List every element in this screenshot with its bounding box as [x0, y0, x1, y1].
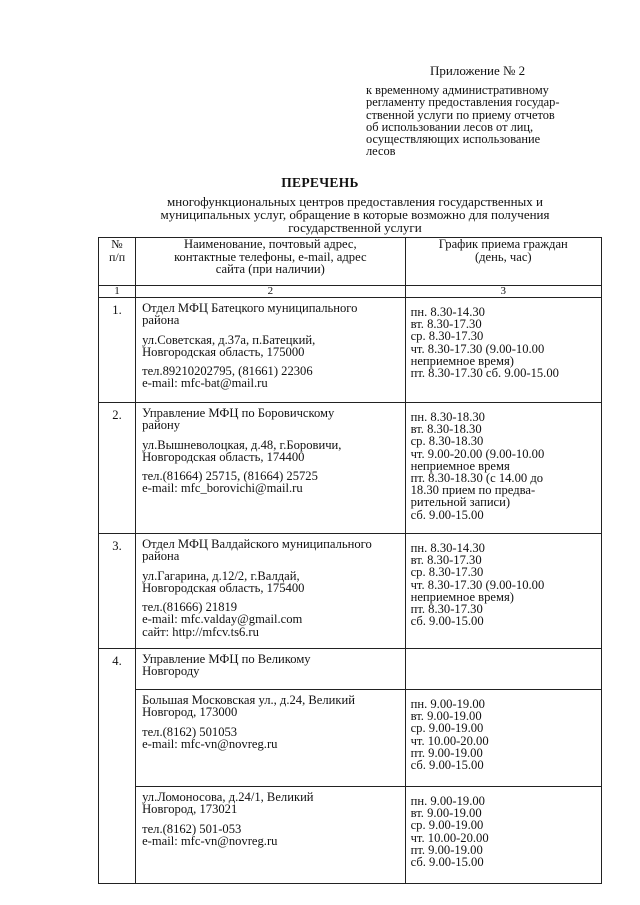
org-cell: [136, 649, 406, 690]
address-line: ул.Ломоносова, д.24/1, Великий: [142, 790, 314, 804]
schedule-line: неприемное время): [410, 589, 514, 604]
org-address: [142, 334, 401, 359]
schedule-line: вт. 9.00-19.00: [410, 806, 482, 821]
schedule-line: пт. 8.30-17.30: [410, 602, 483, 617]
schedule-line: 18.30 прием по предва-: [410, 483, 536, 498]
table-row: [99, 649, 602, 690]
row-number: 3.: [99, 534, 136, 649]
schedule-line: пт. 8.30-18.30 (с 14.00 до: [410, 471, 544, 486]
schedule-line: вт. 8.30-17.30: [410, 317, 482, 332]
header-name-line: контактные телефоны, e-mail, адрес: [174, 249, 367, 264]
schedule-line: пн. 9.00-19.00: [410, 794, 485, 808]
contact-line: тел.89210202795, (81661) 22306: [142, 364, 313, 379]
org-address: [142, 570, 401, 595]
header-number-line: п/п: [108, 249, 126, 264]
org-name-line: района: [142, 549, 180, 564]
org-name-line: Новгороду: [142, 664, 200, 679]
schedule-line: вт. 8.30-18.30: [410, 422, 482, 437]
schedule-line: вт. 9.00-19.00: [410, 709, 482, 724]
org-name: [142, 302, 401, 327]
address-line: Новгородская область, 175400: [142, 580, 305, 595]
org-address: [142, 791, 401, 816]
address-line: Большая Московская ул., д.24, Великий: [142, 693, 355, 707]
schedule-line: ср. 8.30-18.30: [410, 434, 484, 449]
address-line: ул.Гагарина, д.12/2, г.Валдай,: [142, 568, 300, 583]
note-line: к временному административному: [366, 83, 549, 97]
org-name-line: Управление МФЦ по Великому: [142, 652, 311, 666]
header-number: [99, 238, 136, 286]
subtitle-line: муниципальных услуг, обращение в которые возможно для получения: [160, 207, 550, 222]
org-name-line: району: [142, 418, 181, 433]
table-row-branch: [99, 787, 602, 884]
schedule-line: ср. 9.00-19.00: [410, 818, 484, 833]
contact-line: e-mail: mfc-vn@novreg.ru: [142, 833, 278, 848]
org-name: [142, 407, 401, 432]
note-line: об использовании лесов от лиц,: [366, 119, 534, 134]
contact-line: тел.(81666) 21819: [142, 600, 238, 615]
address-line: Новгородская область, 174400: [142, 449, 305, 464]
contact-line: e-mail: mfc.valday@gmail.com: [142, 612, 303, 627]
subtitle-line: многофункциональных центров предоставления государственных и: [167, 194, 543, 209]
schedule-line: чт. 8.30-17.30 (9.00-10.00: [410, 577, 545, 592]
note-line: осуществляющих использование: [366, 132, 541, 147]
schedule-line: вт. 8.30-17.30: [410, 553, 482, 568]
header-name-line: Наименование, почтовый адрес,: [183, 237, 357, 251]
note-line: ственной услуги по приему отчетов: [366, 107, 555, 122]
schedule-line: чт. 8.30-17.30 (9.00-10.00: [410, 341, 545, 356]
contact-line: тел.(8162) 501053: [142, 724, 238, 739]
org-cell: [136, 534, 406, 649]
schedule-line: чт. 10.00-20.00: [410, 733, 489, 748]
table-row: [99, 534, 602, 649]
org-cell: [136, 690, 406, 787]
schedule-line: пн. 8.30-14.30: [410, 305, 485, 319]
address-line: Новгород, 173021: [142, 802, 238, 817]
table-row: [99, 403, 602, 534]
note-line: лесов: [366, 144, 396, 159]
org-cell: [136, 787, 406, 884]
schedule-line: сб. 9.00-15.00: [410, 758, 484, 773]
header-schedule-line: График приема граждан: [438, 237, 568, 251]
contact-line: e-mail: mfc_borovichi@mail.ru: [142, 481, 303, 496]
appendix-label: Приложение № 2: [430, 63, 526, 78]
appendix-note: [366, 84, 628, 158]
schedule-line: чт. 9.00-20.00 (9.00-10.00: [410, 446, 545, 461]
schedule-line: сб. 9.00-15.00: [410, 614, 484, 629]
schedule-line: пн. 8.30-14.30: [410, 541, 485, 555]
contact-line: сайт: http://mfcv.ts6.ru: [142, 624, 259, 639]
org-cell: [136, 403, 406, 534]
org-cell: [136, 298, 406, 403]
row-number: 1.: [99, 298, 136, 403]
header-number-line: №: [111, 237, 123, 251]
address-line: ул.Советская, д.37а, п.Батецкий,: [142, 332, 316, 347]
org-name: [142, 653, 401, 678]
schedule-line: ср. 8.30-17.30: [410, 329, 484, 344]
org-name-line: Отдел МФЦ Батецкого муниципального: [142, 301, 358, 315]
schedule-cell-empty: [405, 649, 601, 690]
schedule-line: сб. 9.00-15.00: [410, 855, 484, 870]
org-name: [142, 538, 401, 563]
org-name-line: Управление МФЦ по Боровичскому: [142, 406, 335, 420]
org-name-line: Отдел МФЦ Валдайского муниципального: [142, 537, 372, 551]
org-contacts: [142, 726, 401, 751]
schedule-line: пн. 9.00-19.00: [410, 697, 485, 711]
document-subtitle: [100, 195, 610, 234]
column-number: 1: [99, 286, 136, 298]
org-contacts: [142, 365, 401, 390]
column-number: 3: [405, 286, 601, 298]
schedule-line: пн. 8.30-18.30: [410, 410, 485, 424]
row-number: 2.: [99, 403, 136, 534]
schedule-line: ср. 9.00-19.00: [410, 721, 484, 736]
contact-line: тел.(8162) 501-053: [142, 821, 242, 836]
schedule-line: чт. 10.00-20.00: [410, 830, 489, 845]
address-line: Новгород, 173000: [142, 705, 238, 720]
schedule-line: неприемное время): [410, 353, 514, 368]
schedule-line: пт. 9.00-19.00: [410, 842, 483, 857]
contact-line: e-mail: mfc-vn@novreg.ru: [142, 736, 278, 751]
address-line: Новгородская область, 175000: [142, 344, 305, 359]
schedule-line: сб. 9.00-15.00: [410, 507, 484, 522]
header-name-line: сайта (при наличии): [215, 262, 325, 276]
schedule-cell: [405, 403, 601, 534]
mfc-table: [98, 237, 602, 884]
column-number: 2: [136, 286, 406, 298]
org-contacts: [142, 601, 401, 638]
org-contacts: [142, 823, 401, 848]
schedule-cell: [405, 534, 601, 649]
schedule-line: пт. 8.30-17.30 сб. 9.00-15.00: [410, 366, 559, 381]
contact-line: тел.(81664) 25715, (81664) 25725: [142, 469, 318, 484]
note-line: регламенту предоставления государ-: [366, 95, 560, 110]
org-address: [142, 694, 401, 719]
schedule-cell: [405, 787, 601, 884]
org-name-line: района: [142, 313, 180, 328]
column-number-row: [99, 286, 602, 298]
schedule-cell: [405, 690, 601, 787]
header-name: [136, 238, 406, 286]
header-schedule: [405, 238, 601, 286]
org-address: [142, 439, 401, 464]
table-header-row: [99, 238, 602, 286]
subtitle-line: государственной услуги: [288, 220, 422, 235]
row-number: 4.: [99, 649, 136, 884]
org-contacts: [142, 470, 401, 495]
schedule-line: неприемное время: [410, 458, 510, 473]
schedule-line: пт. 9.00-19.00: [410, 745, 483, 760]
header-schedule-line: (день, час): [474, 249, 532, 264]
document-title: ПЕРЕЧЕНЬ: [281, 175, 359, 190]
schedule-line: рительной записи): [410, 495, 511, 510]
schedule-line: ср. 8.30-17.30: [410, 565, 484, 580]
address-line: ул.Вышневолоцкая, д.48, г.Боровичи,: [142, 437, 342, 452]
contact-line: e-mail: mfc-bat@mail.ru: [142, 376, 268, 391]
schedule-cell: [405, 298, 601, 403]
table-row-branch: [99, 690, 602, 787]
table-row: [99, 298, 602, 403]
